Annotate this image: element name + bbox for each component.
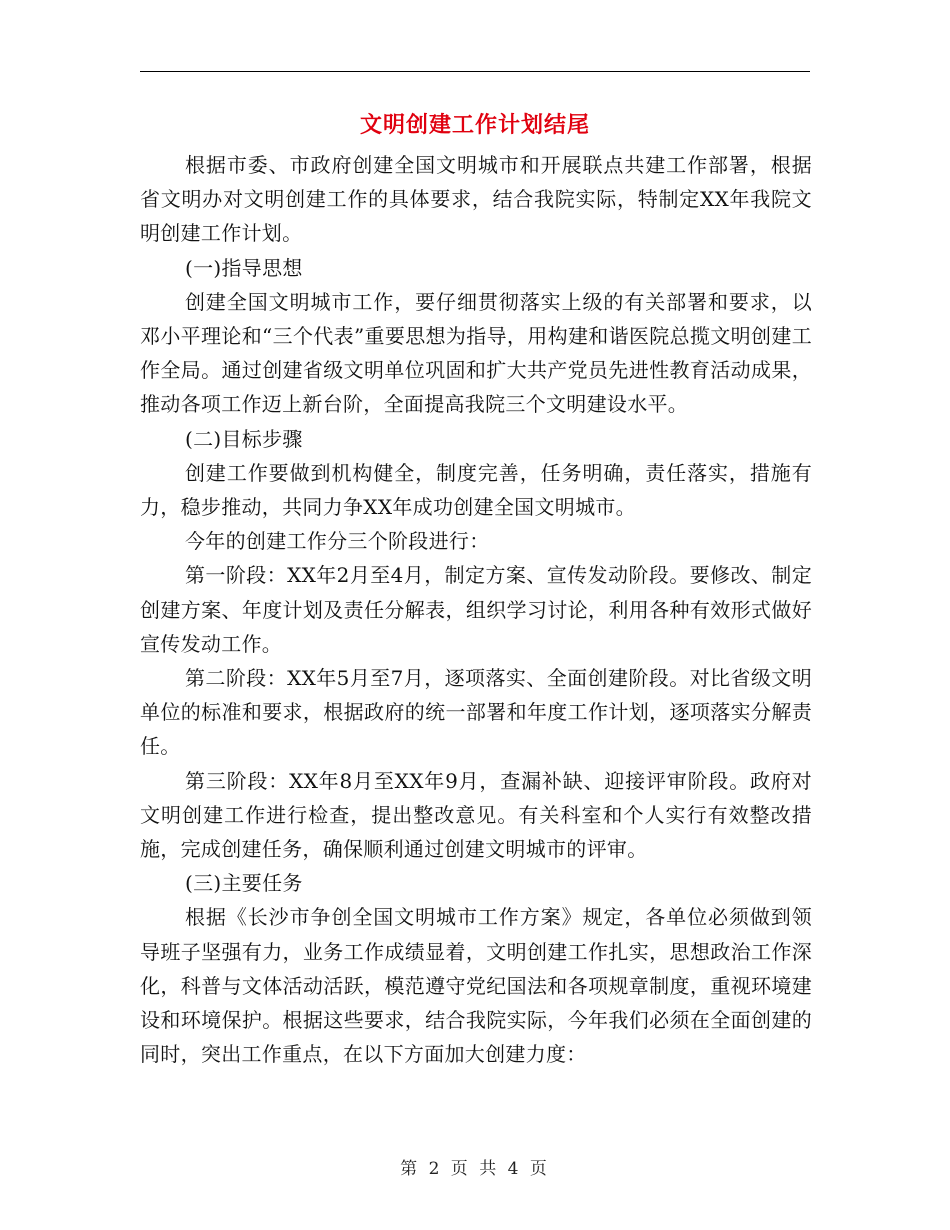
guiding-ideology-paragraph: 创建全国文明城市工作，要仔细贯彻落实上级的有关部署和要求，以邓小平理论和“三个代表”重要思想为指导，用构建和谐医院总揽文明创建工作全局。通过创建省级文明单位巩固和扩大共产党员先进性教育活动成果，推动各项工作迈上新台阶，全面提高我院三个文明建设水平。	[140, 289, 812, 417]
document-title: 文明创建工作计划结尾	[359, 113, 590, 138]
goals-paragraph: 创建工作要做到机构健全，制度完善，任务明确，责任落实，措施有力，稳步推动，共同力争XX年成功创建全国文明城市。	[140, 460, 812, 520]
section-heading-main-tasks: (三)主要任务	[185, 871, 303, 896]
main-tasks-paragraph: 根据《长沙市争创全国文明城市工作方案》规定，各单位必须做到领导班子坚强有力，业务工作成绩显着，文明创建工作扎实，思想政治工作深化，科普与文体活动活跃，模范遵守党纪国法和各项规章制度，重视环境建设和环境保护。根据这些要求，结合我院实际，今年我们必须在全面创建的同时，突出工作重点，在以下方面加大创建力度：	[140, 905, 812, 1067]
intro-paragraph: 根据市委、市政府创建全国文明城市和开展联点共建工作部署，根据省文明办对文明创建工作的具体要求，结合我院实际，特制定XX年我院文明创建工作计划。	[140, 153, 812, 246]
stage-two-paragraph: 第二阶段：XX年5月至7月，逐项落实、全面创建阶段。对比省级文明单位的标准和要求，根据政府的统一部署和年度工作计划，逐项落实分解责任。	[140, 666, 812, 759]
document-body	[140, 148, 812, 1071]
stage-three-paragraph: 第三阶段：XX年8月至XX年9月，查漏补缺、迎接评审阶段。政府对文明创建工作进行检查，提出整改意见。有关科室和个人实行有效整改措施，完成创建任务，确保顺利通过创建文明城市的评审。	[140, 768, 812, 862]
stages-intro-paragraph: 今年的创建工作分三个阶段进行：	[185, 529, 490, 554]
section-heading-guiding-ideology: (一)指导思想	[185, 255, 303, 280]
stage-one-paragraph: 第一阶段：XX年2月至4月，制定方案、宣传发动阶段。要修改、制定创建方案、年度计划及责任分解表，组织学习讨论，利用各种有效形式做好宣传发动工作。	[140, 563, 812, 656]
page-number-footer: 第 2 页 共 4 页	[400, 1159, 550, 1179]
header-rule	[140, 71, 810, 72]
section-heading-goals-steps: (二)目标步骤	[185, 426, 303, 451]
